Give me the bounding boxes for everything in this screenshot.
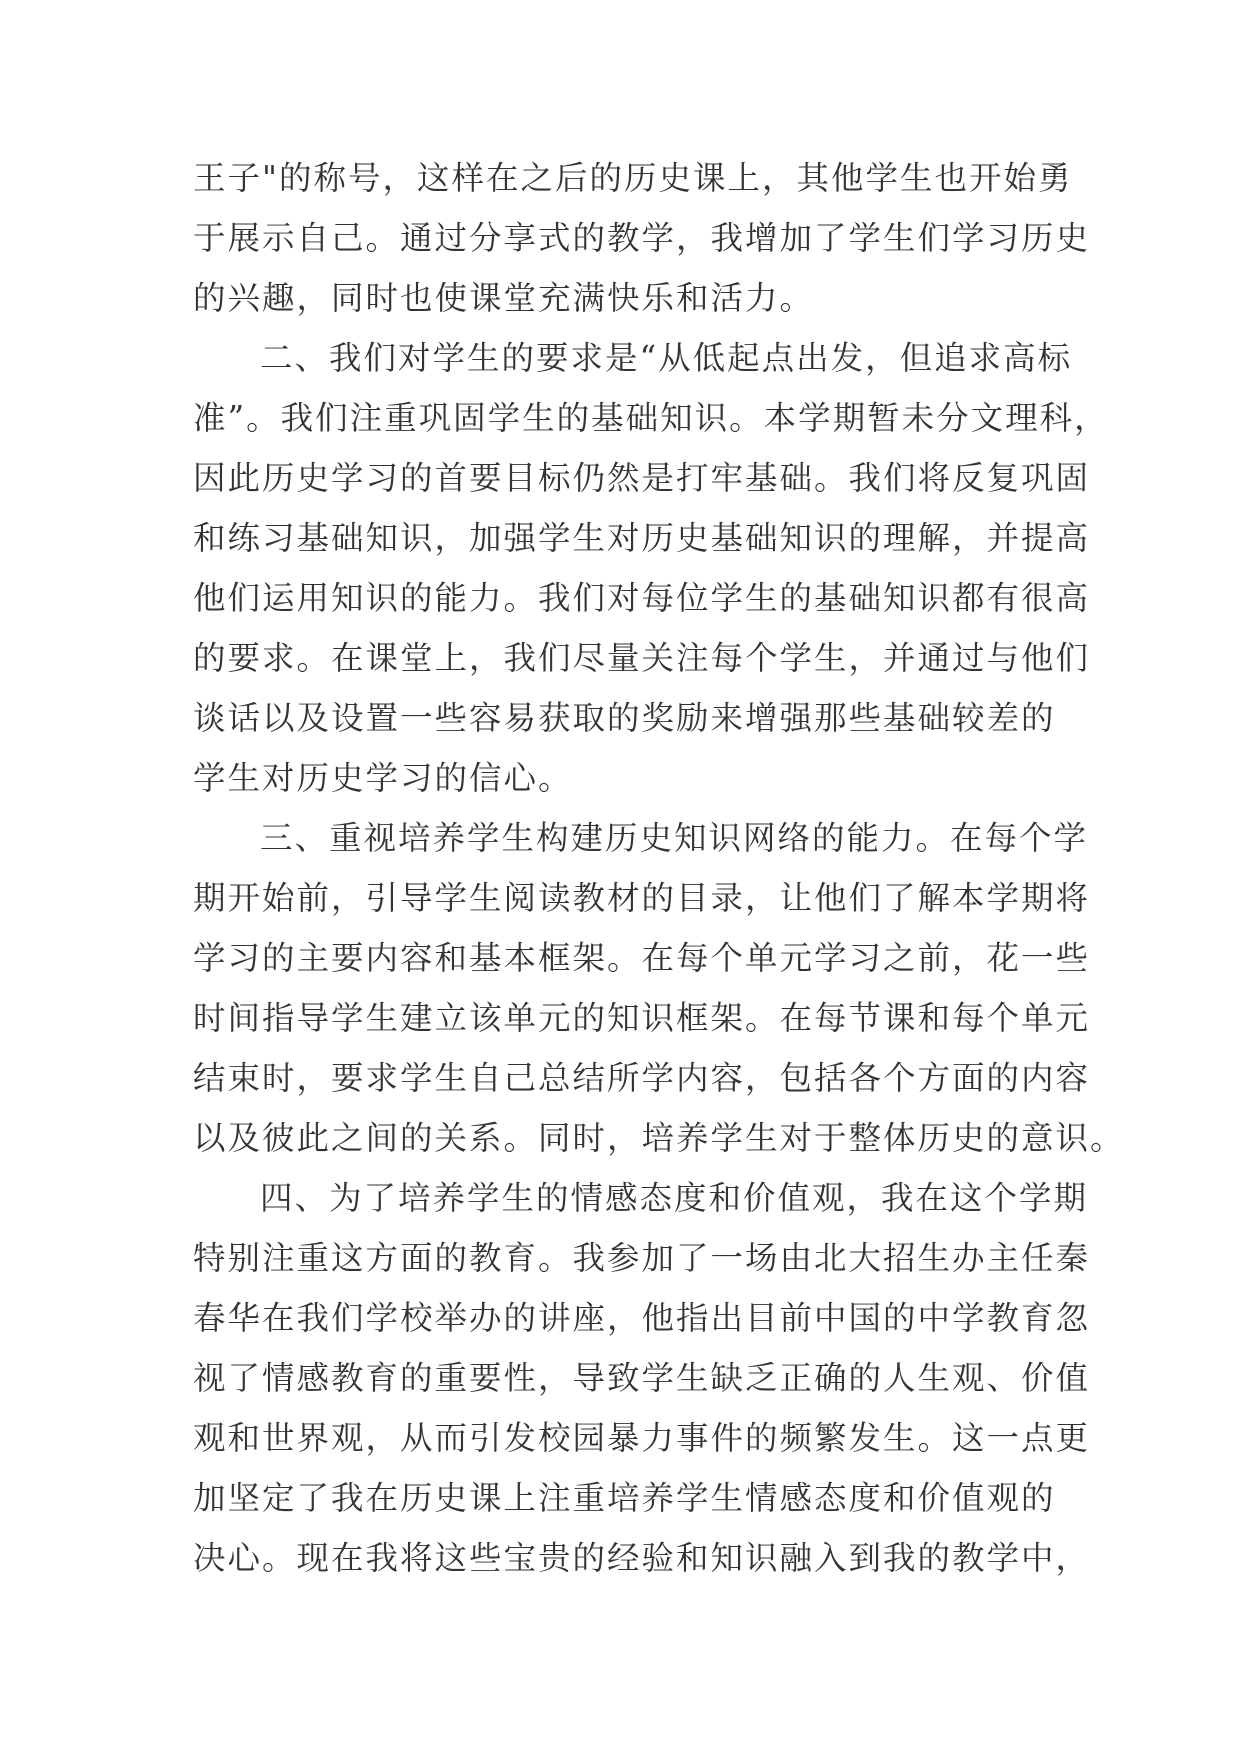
paragraph-2-line-3: 因此历史学习的首要目标仍然是打牢基础。我们将反复巩固 xyxy=(193,459,1091,497)
paragraph-3-line-6: 以及彼此之间的关系。同时，培养学生对于整体历史的意识。 xyxy=(193,1119,1125,1157)
paragraph-2-line-5: 他们运用知识的能力。我们对每位学生的基础知识都有很高 xyxy=(193,579,1091,617)
paragraph-1-line-3: 的兴趣，同时也使课堂充满快乐和活力。 xyxy=(193,279,815,317)
paragraph-4-line-6: 加坚定了我在历史课上注重培养学生情感态度和价值观的 xyxy=(193,1479,1056,1517)
paragraph-2-line-6: 的要求。在课堂上，我们尽量关注每个学生，并通过与他们 xyxy=(193,639,1091,677)
paragraph-3-line-2: 期开始前，引导学生阅读教材的目录，让他们了解本学期将 xyxy=(193,879,1091,917)
paragraph-3-line-3: 学习的主要内容和基本框架。在每个单元学习之前，花一些 xyxy=(193,939,1091,977)
paragraph-4-line-2: 特别注重这方面的教育。我参加了一场由北大招生办主任秦 xyxy=(193,1239,1091,1277)
paragraph-2-line-1: 二、我们对学生的要求是“从低起点出发，但追求高标 xyxy=(260,339,1073,377)
paragraph-2-line-2: 准”。我们注重巩固学生的基础知识。本学期暂未分文理科， xyxy=(193,399,1109,437)
paragraph-1-line-2: 于展示自己。通过分享式的教学，我增加了学生们学习历史 xyxy=(193,219,1091,257)
paragraph-4-line-5: 观和世界观，从而引发校园暴力事件的频繁发生。这一点更 xyxy=(193,1419,1091,1457)
paragraph-2-line-7: 谈话以及设置一些容易获取的奖励来增强那些基础较差的 xyxy=(193,699,1056,737)
paragraph-3-line-1: 三、重视培养学生构建历史知识网络的能力。在每个学 xyxy=(260,819,1089,857)
paragraph-2-line-4: 和练习基础知识，加强学生对历史基础知识的理解，并提高 xyxy=(193,519,1091,557)
paragraph-1-line-1: 王子"的称号，这样在之后的历史课上，其他学生也开始勇 xyxy=(193,159,1073,197)
paragraph-4-line-1: 四、为了培养学生的情感态度和价值观，我在这个学期 xyxy=(260,1179,1089,1217)
paragraph-4-line-7: 决心。现在我将这些宝贵的经验和知识融入到我的教学中， xyxy=(193,1539,1091,1577)
paragraph-4-line-4: 视了情感教育的重要性，导致学生缺乏正确的人生观、价值 xyxy=(193,1359,1091,1397)
paragraph-4-line-3: 春华在我们学校举办的讲座，他指出目前中国的中学教育忽 xyxy=(193,1299,1091,1337)
paragraph-2-line-8: 学生对历史学习的信心。 xyxy=(193,759,573,797)
paragraph-3-line-4: 时间指导学生建立该单元的知识框架。在每节课和每个单元 xyxy=(193,999,1091,1037)
paragraph-3-line-5: 结束时，要求学生自己总结所学内容，包括各个方面的内容 xyxy=(193,1059,1091,1097)
document-body xyxy=(193,148,1125,1588)
